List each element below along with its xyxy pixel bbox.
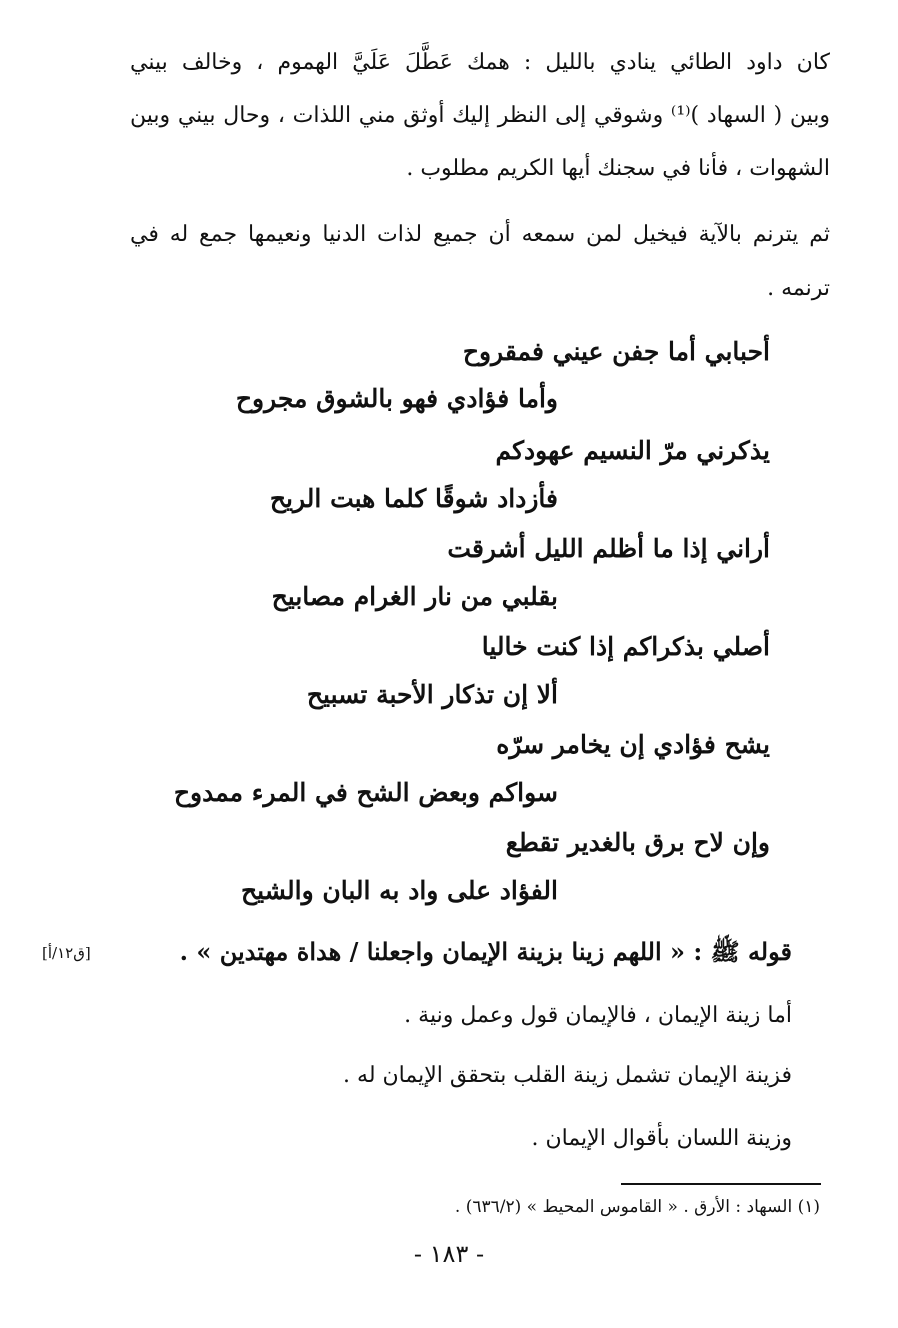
poem-verse-2: وأما فؤادي فهو بالشوق مجروح: [235, 384, 558, 413]
hadith-line: قوله ﷺ : « اللهم زينا بزينة الإيمان واجعلنا / هداة مهتدين » .: [179, 937, 792, 966]
paragraph-2-line-1: ثم يترنم بالآية فيخيل لمن سمعه أن جميع لذات الدنيا ونعيمها جمع له في: [130, 222, 830, 247]
poem-verse-10: سواكم وبعض الشح في المرء ممدوح: [173, 778, 558, 807]
footnote-separator: [621, 1183, 821, 1185]
footnote-1: (١) السهاد : الأرق . « القاموس المحيط » (٦٣٦/٢) .: [454, 1197, 820, 1217]
manuscript-margin-reference: [ق١٢/أ]: [42, 944, 91, 962]
paragraph-1-line-3: الشهوات ، فأنا في سجنك أيها الكريم مطلوب .: [406, 156, 830, 181]
commentary-line-2: فزينة الإيمان تشمل زينة القلب بتحقق الإيمان له .: [343, 1063, 792, 1088]
page-number: - ١٨٣ -: [413, 1240, 485, 1268]
paragraph-2-line-2: ترنمه .: [767, 276, 830, 301]
poem-verse-4: فأزداد شوقًا كلما هبت الريح: [269, 484, 558, 513]
poem-verse-1: أحبابي أما جفن عيني فمقروح: [462, 337, 770, 366]
paragraph-1-line-2: وبين ( السهاد )⁽¹⁾ وشوقي إلى النظر إليك أوثق مني اللذات ، وحال بيني وبين: [130, 103, 830, 128]
paragraph-1-line-1: كان داود الطائي ينادي بالليل : همك عَطَّلَ عَلَيَّ الهموم ، وخالف بيني: [130, 50, 830, 75]
poem-verse-3: يذكرني مرّ النسيم عهودكم: [495, 436, 770, 465]
poem-verse-7: أصلي بذكراكم إذا كنت خاليا: [481, 632, 770, 661]
poem-verse-11: وإن لاح برق بالغدير تقطع: [505, 828, 770, 857]
poem-verse-9: يشح فؤادي إن يخامر سرّه: [496, 730, 770, 759]
commentary-line-1: أما زينة الإيمان ، فالإيمان قول وعمل ونية .: [404, 1003, 792, 1028]
poem-verse-12: الفؤاد على واد به البان والشيح: [241, 876, 558, 905]
poem-verse-5: أراني إذا ما أظلم الليل أشرقت: [447, 534, 770, 563]
poem-verse-6: بقلبي من نار الغرام مصابيح: [271, 582, 558, 611]
commentary-line-3: وزينة اللسان بأقوال الإيمان .: [531, 1126, 792, 1151]
poem-verse-8: ألا إن تذكار الأحبة تسبيح: [306, 680, 558, 709]
